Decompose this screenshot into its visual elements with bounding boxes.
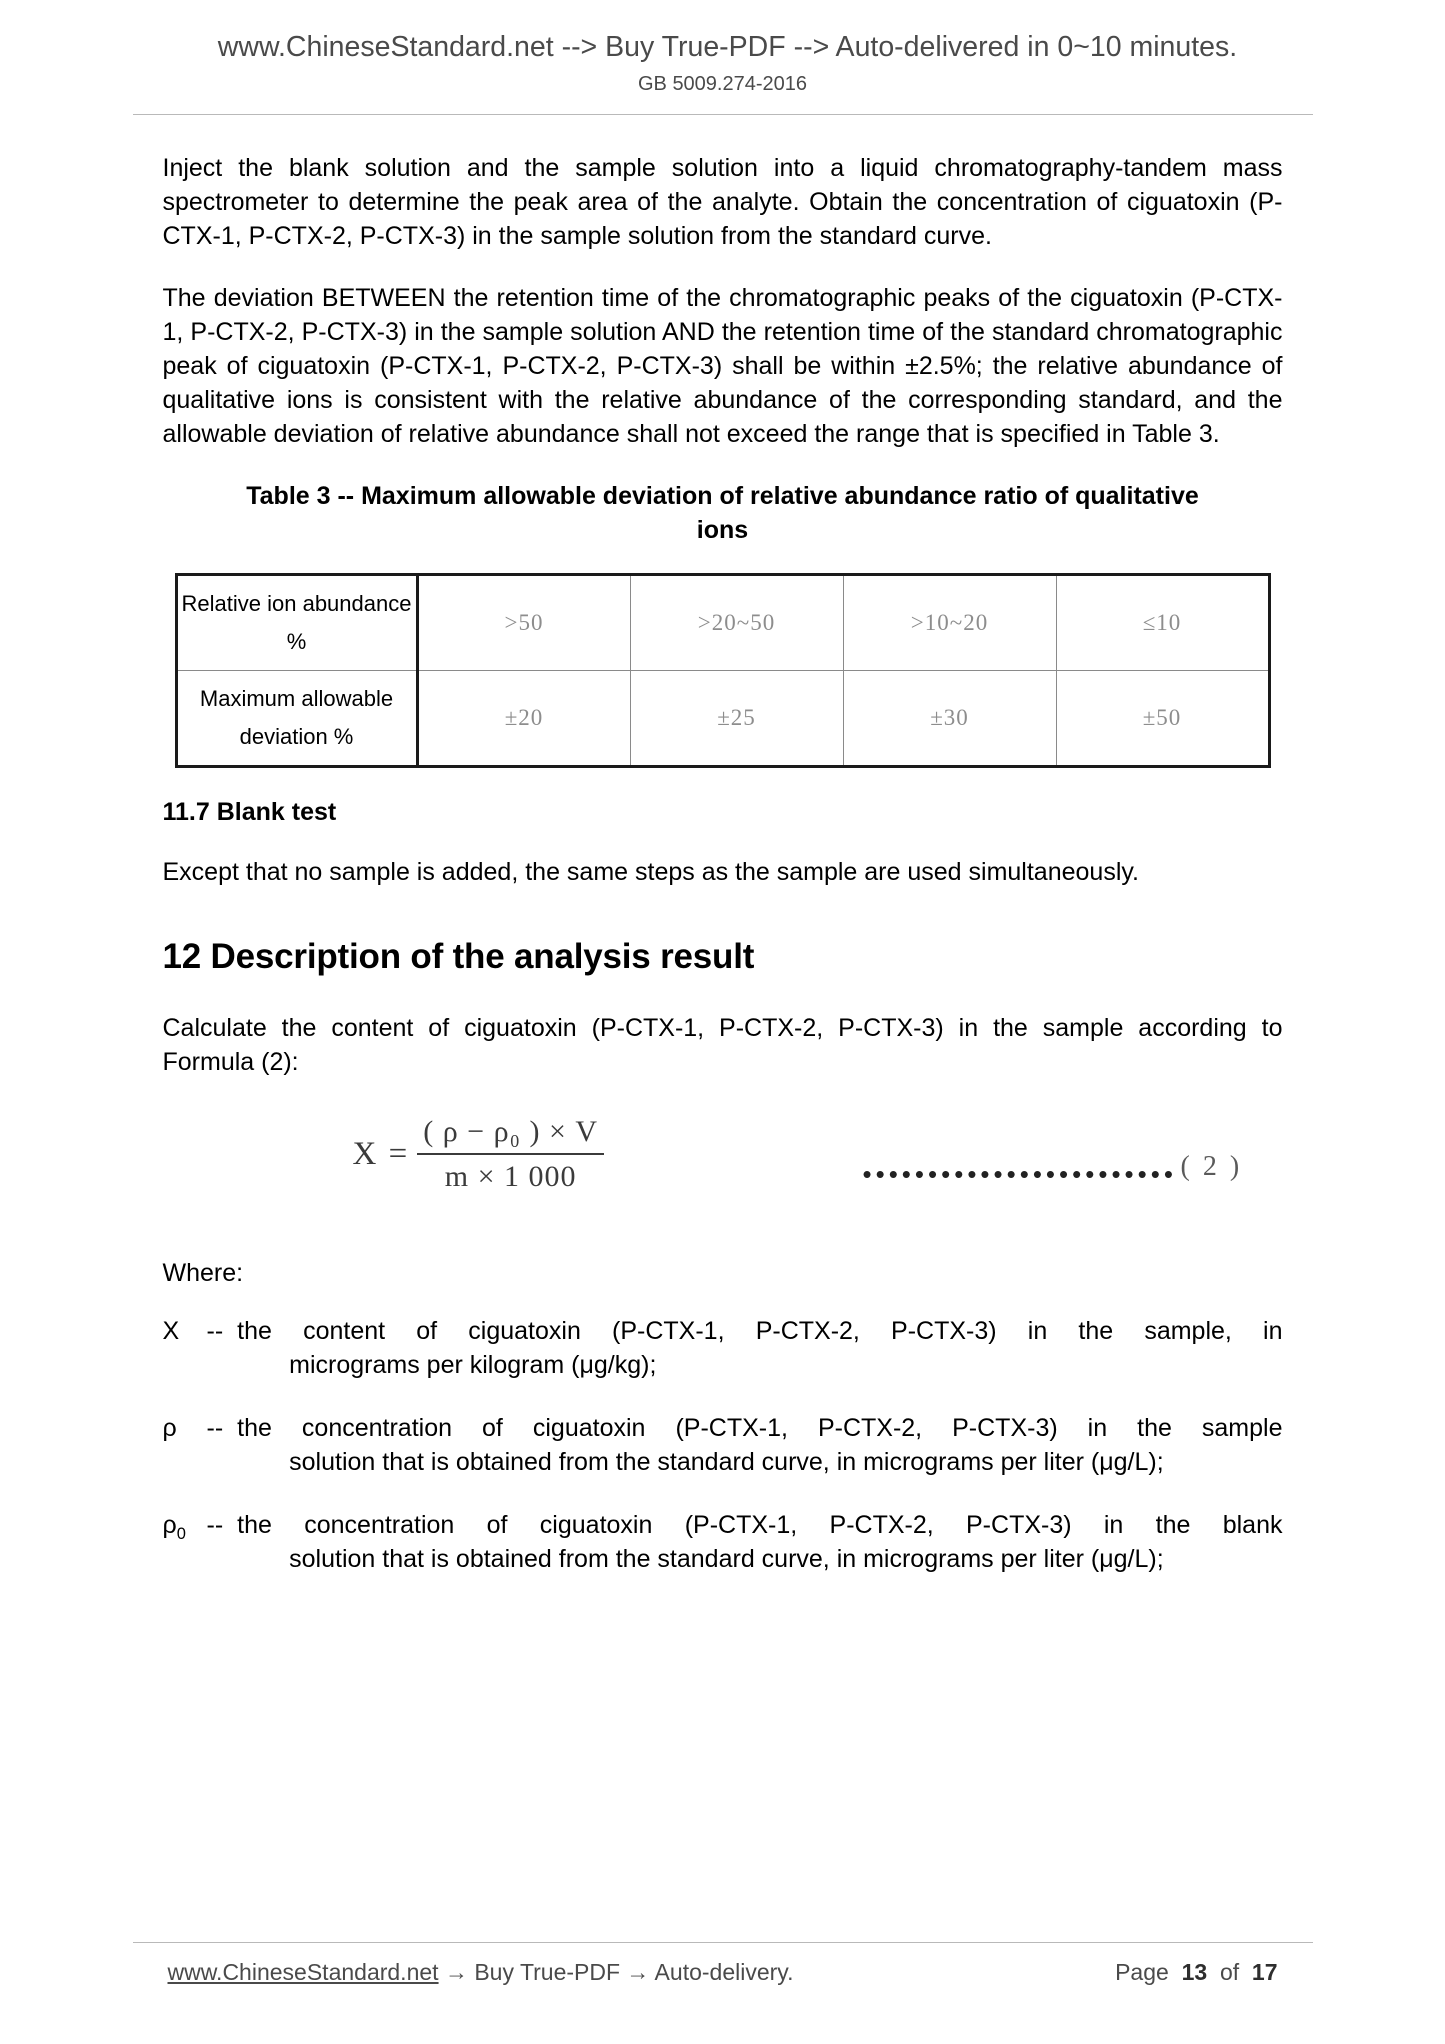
table3-row1-header-line1: Relative ion abundance: [181, 591, 412, 617]
table3-caption: Table 3 -- Maximum allowable deviation of relative abundance ratio of qualitative ions: [246, 481, 1199, 544]
formula-number: ( 2 ): [1180, 1150, 1243, 1182]
definition-text-rho: [237, 1411, 1282, 1480]
footer-of-word: of: [1219, 1959, 1240, 1985]
list-item: [163, 1411, 1283, 1480]
heading-12-description-of-analysis-result: 12 Description of the analysis result: [162, 936, 755, 976]
formula-denominator: m × 1 000: [444, 1159, 577, 1193]
definition-rho-zero-line2: solution that is obtained from the standard curve, in micrograms per liter (μg/L);: [289, 1545, 1164, 1574]
definition-text-x: [237, 1314, 1282, 1383]
table-row: [176, 670, 1269, 766]
table3-r1-c1: >50: [417, 574, 630, 670]
definition-dash: --: [206, 1510, 224, 1539]
table3-container: [163, 573, 1283, 768]
definition-text-rho-zero: [237, 1508, 1282, 1577]
table3-r1-c4: ≤10: [1056, 574, 1269, 670]
formula-fraction: [417, 1115, 604, 1194]
paragraph-inject-blank-solution: Inject the blank solution and the sample solution into a liquid chromatography-tandem mass spectrometer to determine the peak area of the analyte. Obtain the concentration of ciguatoxin (P-CTX-1, P-CTX-2, P-CTX-3) in the sample solution from the standard curve.: [162, 153, 1283, 250]
definition-list: [163, 1314, 1283, 1577]
definition-x-line1: the content of ciguatoxin (P-CTX-1, P-CTX-2, P-CTX-3) in the sample, in: [237, 1316, 1283, 1345]
table3-row1-header-line2: %: [286, 628, 307, 654]
header-banner: www.ChineseStandard.net --> Buy True-PDF --> Auto-delivered in 0~10 minutes.: [217, 31, 1238, 63]
table3-r1-c2: >20~50: [630, 574, 843, 670]
table3-row1-header: [176, 574, 417, 670]
definition-symbol-rho: ρ: [162, 1413, 177, 1442]
footer-link[interactable]: www.ChineseStandard.net: [167, 1959, 439, 1985]
definition-symbol-subscript: 0: [176, 1524, 186, 1543]
document-body: [163, 115, 1283, 1577]
footer-row: [168, 1959, 1278, 1986]
definition-x-line2: micrograms per kilogram (μg/kg);: [289, 1351, 657, 1380]
table3-r2-c4: ±50: [1056, 670, 1269, 766]
formula-lhs: X =: [352, 1135, 410, 1172]
page-indicator: [1115, 1959, 1277, 1986]
formula-leader-dots: ••••••••••••••••••••••••: [862, 1158, 1177, 1189]
footer-tagline: → Buy True-PDF → Auto-delivery.: [438, 1959, 794, 1985]
table-row: [176, 574, 1269, 670]
footer-promo: [168, 1959, 794, 1986]
footer-page-word: Page: [1115, 1959, 1169, 1985]
definition-rho-line1: the concentration of ciguatoxin (P-CTX-1, P-CTX-2, P-CTX-3) in the sample: [237, 1413, 1283, 1442]
heading-11-7-blank-test: 11.7 Blank test: [162, 797, 337, 826]
table3-r2-c3: ±30: [843, 670, 1056, 766]
definition-dash: --: [206, 1413, 224, 1442]
page-header: [0, 0, 1445, 115]
formula-block: [163, 1107, 1283, 1237]
definition-rho-zero-line1: the concentration of ciguatoxin (P-CTX-1, P-CTX-2, P-CTX-3) in the blank: [237, 1510, 1283, 1539]
list-item: [163, 1508, 1283, 1577]
paragraph-blank-test: Except that no sample is added, the same steps as the sample are used simultaneously.: [162, 857, 1139, 886]
table3-row2-header-line1: Maximum allowable: [199, 686, 394, 712]
footer-page-total: 17: [1251, 1959, 1278, 1985]
table3-row2-header-line2: deviation %: [239, 723, 354, 749]
list-item: [163, 1314, 1283, 1383]
paragraph-calculate-content: Calculate the content of ciguatoxin (P-CTX-1, P-CTX-2, P-CTX-3) in the sample according to Formula (2):: [162, 1013, 1283, 1076]
definition-dash: --: [206, 1316, 224, 1345]
page-footer: [0, 1942, 1445, 1986]
where-label: Where:: [162, 1258, 244, 1287]
footer-divider: [133, 1942, 1313, 1943]
header-standard-code: GB 5009.274-2016: [637, 72, 808, 95]
definition-symbol-x: X: [162, 1316, 180, 1345]
footer-page-number: 13: [1181, 1959, 1208, 1985]
formula-numerator: ( ρ − ρ₀ ) × V: [423, 1114, 599, 1148]
definition-symbol-rho-zero: $\rho_0$: [162, 1510, 186, 1543]
formula-2: [353, 1115, 605, 1194]
paragraph-retention-time-deviation: The deviation BETWEEN the retention time of the chromatographic peaks of the ciguatoxin (P-CTX-1, P-CTX-2, P-CTX-3) in the sample solution AND the retention time of the standard chromatographic peak of ciguatoxin (P-CTX-1, P-CTX-2, P-CTX-3) shall be within ±2.5%; the relative abundance of qualitative ions is consistent with the relative abundance of the corresponding standard, and the allowable deviation of relative abundance shall not exceed the range that is specified in Table 3.: [162, 283, 1283, 448]
table3-r1-c3: >10~20: [843, 574, 1056, 670]
table3-row2-header: [176, 670, 417, 766]
definition-rho-line2: solution that is obtained from the standard curve, in micrograms per liter (μg/L);: [289, 1448, 1164, 1477]
table3: [175, 573, 1271, 768]
table3-r2-c1: ±20: [417, 670, 630, 766]
table3-r2-c2: ±25: [630, 670, 843, 766]
